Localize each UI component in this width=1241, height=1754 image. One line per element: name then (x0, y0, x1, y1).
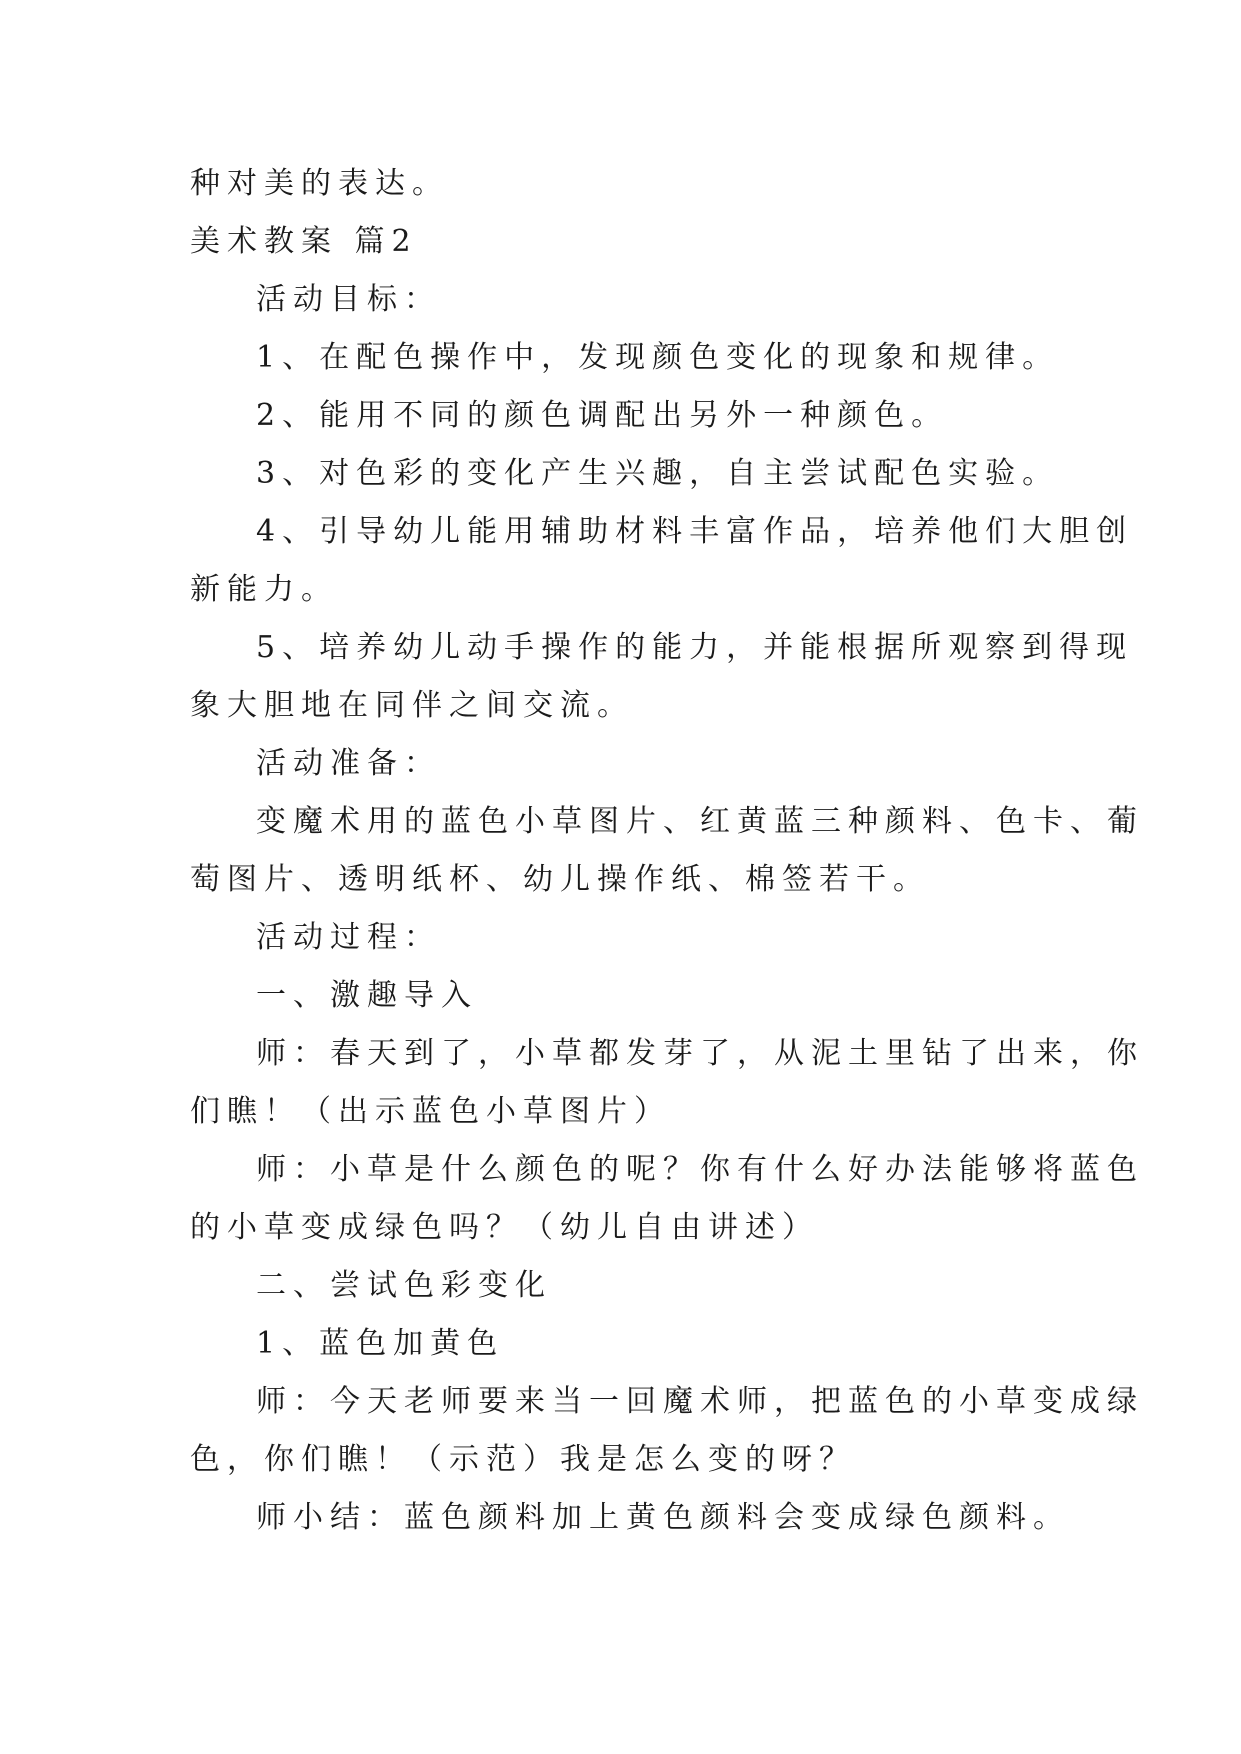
step-subheading: 1、蓝色加黄色 (256, 1326, 505, 1361)
goal-item: 2、能用不同的颜色调配出另外一种颜色。 (256, 398, 949, 433)
subheading-goals: 活动目标： (256, 282, 441, 317)
text-line: 师小结：蓝色颜料加上黄色颜料会变成绿色颜料。 (256, 1500, 1070, 1535)
document-page (190, 155, 1144, 1547)
text-line: 象大胆地在同伴之间交流。 (190, 688, 634, 723)
text-line: 萄图片、透明纸杯、幼儿操作纸、棉签若干。 (190, 862, 930, 897)
text-line: 新能力。 (190, 572, 338, 607)
goal-item: 1、在配色操作中，发现颜色变化的现象和规律。 (256, 340, 1060, 375)
subheading-process: 活动过程： (256, 920, 441, 955)
goal-item: 3、对色彩的变化产生兴趣，自主尝试配色实验。 (256, 456, 1060, 491)
text-line: 色，你们瞧！（示范）我是怎么变的呀？ (190, 1442, 856, 1477)
step-heading: 一、激趣导入 (256, 978, 478, 1013)
text-line: 师：春天到了，小草都发芽了，从泥土里钻了出来，你 (256, 1036, 1144, 1071)
text-line: 师：今天老师要来当一回魔术师，把蓝色的小草变成绿 (256, 1384, 1144, 1419)
text-line: 师：小草是什么颜色的呢？你有什么好办法能够将蓝色 (256, 1152, 1144, 1187)
subheading-preparation: 活动准备： (256, 746, 441, 781)
text-line: 们瞧！（出示蓝色小草图片） (190, 1094, 671, 1129)
section-heading: 美术教案 篇2 (190, 224, 418, 259)
text-line: 种对美的表达。 (190, 166, 449, 201)
step-heading: 二、尝试色彩变化 (256, 1268, 552, 1303)
goal-item: 5、培养幼儿动手操作的能力，并能根据所观察到得现 (256, 630, 1134, 665)
goal-item: 4、引导幼儿能用辅助材料丰富作品，培养他们大胆创 (256, 514, 1134, 549)
text-line: 的小草变成绿色吗？（幼儿自由讲述） (190, 1210, 819, 1245)
text-line: 变魔术用的蓝色小草图片、红黄蓝三种颜料、色卡、葡 (256, 804, 1144, 839)
